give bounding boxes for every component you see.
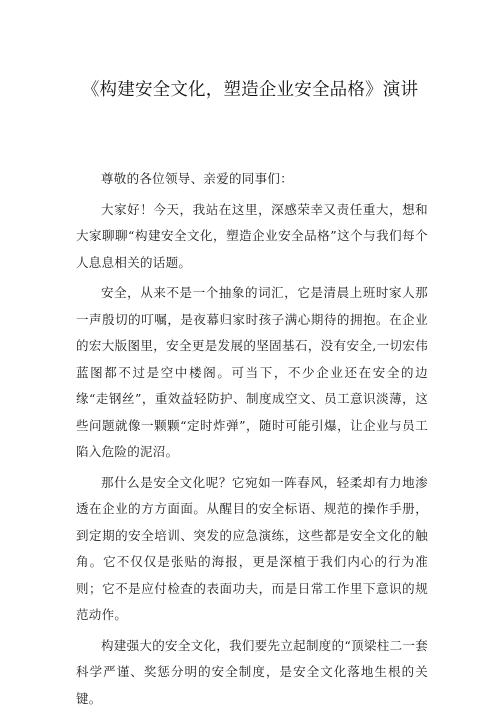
paragraph-3: 那什么是安全文化呢？它宛如一阵春风，轻柔却有力地渗透在企业的方方面面。从醒目的安全标语、规范的操作手册，到定期的安全培训、突发的应急演练，这些都是安全文化的触角。它不仅仅是张贴的海报，更是深植于我们内心的行为准则；它不是应付检查的表面功夫，而是日常工作里下意识的规范动作。 <box>76 474 428 622</box>
paragraph-2: 安全，从来不是一个抽象的词汇，它是清晨上班时家人那一声殷切的叮嘱，是夜幕归家时孩子满心期待的拥抱。在企业的宏大版图里，安全更是发展的坚固基石，没有安全,一切宏伟蓝图都不过是空中楼阁。可当下，不少企业还在安全的边缘“走钢丝”，重效益轻防护、制度成空文、员工意识淡薄，这些问题就像一颗颗“定时炸弹”，随时可能引爆，让企业与员工陷入危险的泥沼。 <box>76 285 428 459</box>
paragraph-1: 大家好！今天，我站在这里，深感荣幸又责任重大，想和大家聊聊“构建安全文化，塑造企业安全品格”这个与我们每个人息息相关的话题。 <box>76 201 428 270</box>
paragraph-4: 构建强大的安全文化，我们要先立起制度的“顶梁柱二一套科学严谨、奖惩分明的安全制度，是安全文化落地生根的关键。 <box>76 637 428 706</box>
document-title: 《构建安全文化，塑造企业安全品格》演讲 <box>81 80 419 100</box>
document-body <box>76 166 428 716</box>
salutation: 尊敬的各位领导、亲爱的同事们： <box>101 171 294 186</box>
